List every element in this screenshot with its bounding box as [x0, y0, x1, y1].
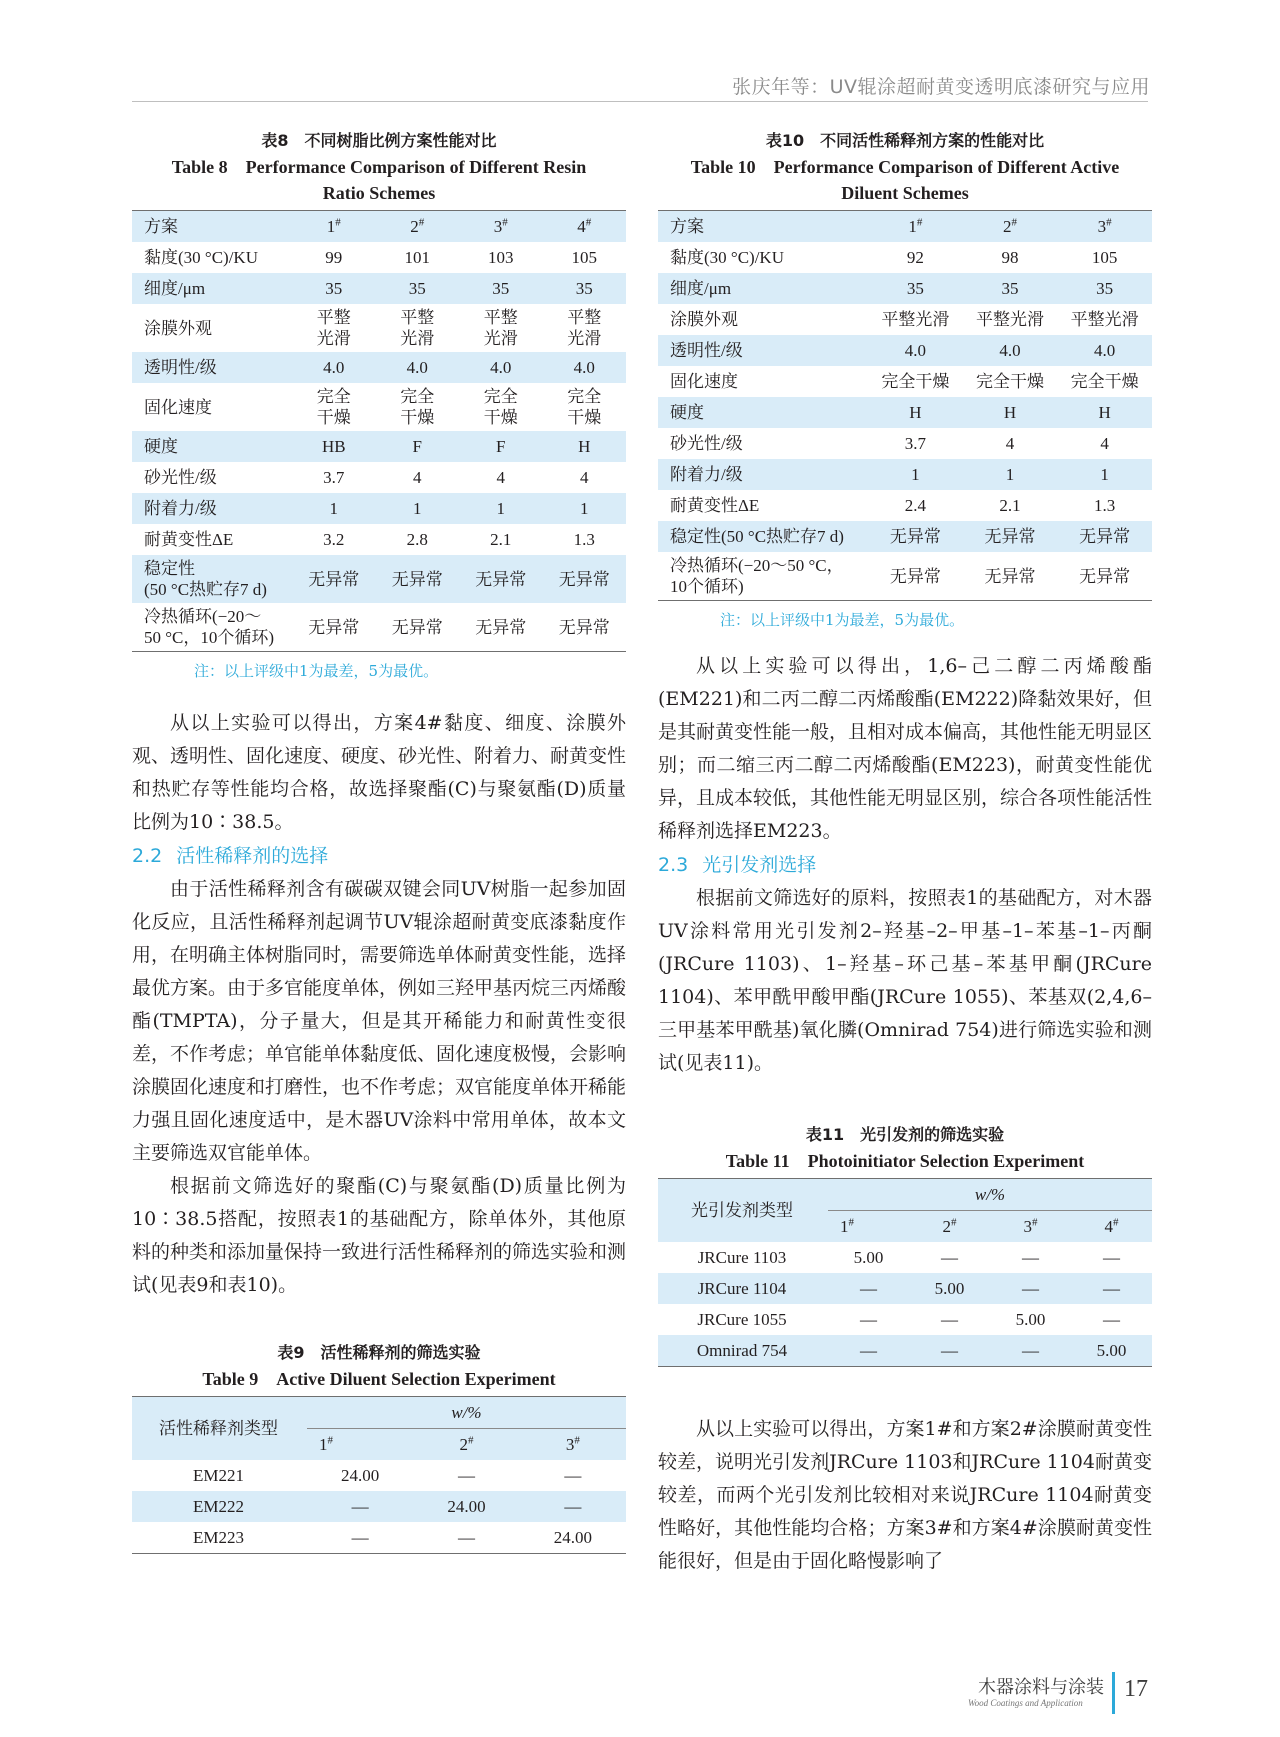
table11-caption-cn: 表11 光引发剂的筛选实验	[805, 1125, 1005, 1144]
table-cell: 35	[543, 273, 627, 304]
header-scheme	[459, 211, 543, 243]
table-cell: 无异常	[963, 521, 1058, 552]
table-row	[132, 462, 626, 493]
table-cell: 92	[906, 248, 924, 267]
table-cell: 平整 光滑	[483, 308, 518, 348]
header-rule	[132, 101, 1148, 102]
row-label: 硬度	[132, 431, 292, 462]
table-cell: —	[828, 1273, 909, 1304]
table-row	[658, 397, 1152, 428]
table-cell: F	[376, 431, 460, 462]
table-cell: 1	[1057, 459, 1152, 490]
table-cell: —	[564, 1466, 582, 1485]
left-column	[132, 128, 626, 1554]
table-cell: 35	[292, 273, 376, 304]
table-row	[132, 1491, 626, 1522]
row-label: 砂光性/级	[144, 468, 217, 487]
hash-superscript: #	[1011, 216, 1017, 229]
table-cell: 1	[459, 493, 543, 524]
header-scheme	[292, 211, 376, 243]
table-cell: 完全 干燥	[567, 387, 602, 427]
header-label: 方案	[658, 211, 868, 243]
table-row	[658, 490, 1152, 521]
para-left-2: 由于活性稀释剂含有碳碳双键会同UV树脂一起参加固化反应，且活性稀释剂起调节UV辊涂超耐黄变底漆黏度作用，在明确主体树脂同时，需要筛选单体耐黄变性能，选择最优方案。由于多官能度单体，例如三羟甲基丙烷三丙烯酸酯(TMPTA)，分子量大，但是其开稀能力和耐黄性变很差，不作考虑；单官能单体黏度低、固化速度极慢，会影响涂膜固化速度和打磨性，也不作考虑；双官能度单体开稀能力强且固化速度适中，是木器UV涂料中常用单体，故本文主要筛选双官能单体。	[132, 878, 627, 1164]
table-cell: 无异常	[558, 617, 610, 637]
table-cell: —	[990, 1273, 1071, 1304]
table-cell: 24.00	[413, 1491, 519, 1522]
table-row	[658, 1273, 1152, 1304]
hash-superscript: #	[574, 1434, 580, 1447]
header-scheme	[909, 1211, 990, 1243]
header-scheme-value: 3	[565, 1435, 575, 1454]
table-cell: H	[868, 397, 963, 428]
table-cell: —	[828, 1335, 909, 1367]
table-cell: 2.4	[904, 496, 926, 515]
table-row	[658, 1242, 1152, 1273]
section-2-3-heading	[658, 848, 1152, 882]
table-cell: 4	[496, 468, 505, 487]
table-cell: 完全 干燥	[316, 387, 351, 427]
table10-caption-cn: 表10 不同活性稀释剂方案的性能对比	[765, 131, 1045, 150]
section-2-2-title: 活性稀释剂的选择	[176, 845, 329, 867]
table-cell: 4.0	[459, 352, 543, 383]
header-scheme	[1057, 211, 1152, 243]
hash-superscript: #	[585, 216, 592, 229]
table-row	[658, 366, 1152, 397]
table-cell: 4	[1005, 434, 1015, 453]
hash-superscript: #	[1032, 1216, 1038, 1229]
table-row	[132, 1460, 626, 1491]
table-row	[132, 603, 626, 652]
row-label: 黏度(30 °C)/KU	[670, 248, 784, 267]
table-row	[132, 273, 626, 304]
row-label: EM223	[193, 1528, 244, 1547]
table-row	[132, 493, 626, 524]
table-cell: H	[543, 431, 627, 462]
table-cell: 4.0	[868, 335, 963, 366]
table-row	[132, 352, 626, 383]
hash-superscript: #	[467, 1434, 474, 1447]
table10-caption-en-1: Table 10 Performance Comparison of Different Active	[690, 157, 1120, 177]
table-cell: 105	[1091, 248, 1118, 267]
table9-caption-cn: 表9 活性稀释剂的筛选实验	[277, 1343, 481, 1362]
table-cell: 103	[488, 248, 514, 267]
row-label: 耐黄变性ΔE	[144, 530, 234, 549]
row-label: JRCure 1055	[697, 1310, 787, 1329]
header-scheme-value: 3	[1097, 217, 1107, 236]
hash-superscript: #	[951, 1216, 957, 1229]
table10-note: 注：以上评级中1为最差，5为最优。	[720, 611, 965, 629]
table-cell: F	[459, 431, 543, 462]
hash-superscript: #	[502, 216, 508, 229]
header-scheme	[307, 1429, 413, 1461]
header-row	[658, 211, 1152, 243]
table-cell: 35	[868, 273, 963, 304]
hash-superscript: #	[335, 216, 341, 229]
table-cell: —	[990, 1335, 1071, 1367]
row-label: 涂膜外观	[144, 318, 212, 338]
row-label: 涂膜外观	[670, 310, 738, 329]
table10	[658, 210, 1152, 601]
row-label: 细度/μm	[658, 273, 868, 304]
table-row	[658, 428, 1152, 459]
header-row	[132, 1397, 626, 1429]
table-cell: —	[909, 1335, 990, 1367]
para-left-1: 从以上实验可以得出，方案4#黏度、细度、涂膜外观、透明性、固化速度、硬度、砂光性、附着力、耐黄变性和热贮存等性能均合格，故选择聚酯(C)与聚氨酯(D)质量比例为10∶38.5。	[132, 712, 627, 833]
table10-caption-en-2: Diluent Schemes	[841, 183, 969, 203]
hash-superscript: #	[1113, 1216, 1119, 1229]
table-cell: —	[1022, 1248, 1039, 1267]
footer-accent-bar	[1112, 1672, 1115, 1714]
table-cell: 完全干燥	[1070, 372, 1139, 391]
table-row	[658, 552, 1152, 601]
row-label: 附着力/级	[658, 459, 868, 490]
header-scheme	[1071, 1211, 1152, 1243]
header-scheme-value: 2	[1002, 217, 1012, 236]
table-cell: —	[1103, 1248, 1120, 1267]
type-header: 光引发剂类型	[658, 1179, 828, 1243]
table-cell: 4.0	[1057, 335, 1152, 366]
table-cell: 2.8	[406, 530, 428, 549]
row-label: 耐黄变性ΔE	[670, 496, 760, 515]
header-scheme-value: 2	[459, 1435, 468, 1454]
table-cell: 无异常	[391, 617, 443, 637]
table-row	[132, 524, 626, 555]
table-cell: —	[941, 1248, 958, 1267]
table-row	[132, 304, 626, 352]
hash-superscript: #	[327, 1434, 333, 1447]
table-cell: —	[860, 1310, 877, 1329]
table-cell: H	[963, 397, 1058, 428]
row-label: 稳定性(50 °C热贮存7 d)	[658, 521, 868, 552]
table-cell: 无异常	[543, 555, 627, 603]
table-cell: 24.00	[341, 1466, 380, 1485]
hash-superscript: #	[1106, 216, 1112, 229]
header-scheme	[413, 1429, 519, 1461]
table-cell: 4.0	[292, 352, 376, 383]
running-head: 张庆年等：UV辊涂超耐黄变透明底漆研究与应用	[732, 76, 1150, 98]
table-row	[658, 459, 1152, 490]
table-cell: —	[520, 1491, 626, 1522]
para-left-3: 根据前文筛选好的聚酯(C)与聚氨酯(D)质量比例为10∶38.5搭配，按照表1的基础配方，除单体外，其他原料的种类和添加量保持一致进行活性稀释剂的筛选实验和测试(见表9和表10)。	[132, 1175, 627, 1296]
row-label: 冷热循环(−20～50 °C， 10个循环)	[670, 556, 844, 596]
table-cell: 1	[868, 459, 963, 490]
type-header: 活性稀释剂类型	[132, 1397, 307, 1461]
table-row	[132, 242, 626, 273]
table-cell: 5.00	[1015, 1310, 1046, 1329]
row-label: EM221	[193, 1466, 244, 1485]
para-right-3: 从以上实验可以得出，方案1#和方案2#涂膜耐黄变性较差，说明光引发剂JRCure 1103和JRCure 1104耐黄变较差，而两个光引发剂比较相对来说JRCure 1104耐黄变性略好，其他性能均合格；方案3#和方案4#涂膜耐黄变性能很好，但是由于固化略慢影响了	[658, 1418, 1152, 1572]
table-cell: 4	[580, 468, 589, 487]
para-right-1: 从以上实验可以得出，1,6–己二醇二丙烯酸酯(EM221)和二丙二醇二丙烯酸酯(EM222)降黏效果好，但是其耐黄变性能一般，且相对成本偏高，其他性能无明显区别；而二缩三丙二醇二丙烯酸酯(EM223)，耐黄变性能优异，且成本较低，其他性能无明显区别，综合各项性能活性稀释剂选择EM223。	[658, 655, 1153, 842]
table-cell: 35	[459, 273, 543, 304]
table-cell: 无异常	[984, 566, 1036, 586]
table-row	[658, 521, 1152, 552]
table-cell: 99	[325, 248, 343, 267]
section-2-3-number: 2.3	[658, 854, 689, 876]
section-2-3-title: 光引发剂选择	[702, 854, 817, 876]
table8	[132, 210, 626, 652]
table-cell: 5.00	[909, 1273, 990, 1304]
table-cell: 无异常	[459, 555, 543, 603]
table-row	[132, 383, 626, 431]
table-cell: 4	[1100, 434, 1109, 453]
table-cell: 平整 光滑	[316, 308, 351, 348]
table-cell: 5.00	[1071, 1335, 1152, 1367]
header-row	[132, 211, 626, 243]
table11	[658, 1178, 1152, 1367]
section-2-2-heading	[132, 839, 626, 873]
hash-superscript: #	[418, 216, 425, 229]
header-row	[658, 1179, 1152, 1211]
header-scheme-value: 1	[908, 217, 917, 236]
header-scheme-value: 2	[410, 217, 419, 236]
table-cell: 无异常	[889, 566, 941, 586]
table-cell: 1.3	[1094, 496, 1116, 515]
table-cell: 1	[963, 459, 1058, 490]
table-cell: —	[1103, 1310, 1120, 1329]
table-row	[658, 335, 1152, 366]
row-label: 硬度	[658, 397, 868, 428]
row-label: JRCure 1104	[658, 1273, 828, 1304]
row-label: Omnirad 754	[658, 1335, 828, 1367]
table-cell: 平整 光滑	[567, 308, 602, 348]
table8-note: 注：以上评级中1为最差，5为最优。	[194, 662, 439, 680]
table-cell: 4.0	[376, 352, 460, 383]
section-2-2-number: 2.2	[132, 845, 163, 867]
header-scheme-value: 2	[942, 1217, 951, 1236]
para-right-2: 根据前文筛选好的原料，按照表1的基础配方，对木器UV涂料常用光引发剂2–羟基–2–甲基–1–苯基–1–丙酮(JRCure 1103)、1–羟基–环己基–苯基甲酮(JRCure 1104)、苯甲酰甲酸甲酯(JRCure 1055)、苯基双(2,4,6–三甲基苯甲酰基)氧化膦(Omnirad 754)进行筛选实验和测试(见表11)。	[658, 887, 1152, 1074]
table8-caption-cn: 表8 不同树脂比例方案性能对比	[261, 131, 497, 150]
w-percent-header: w/%	[307, 1397, 626, 1429]
table-cell: —	[457, 1528, 475, 1547]
table11-caption-en: Table 11 Photoinitiator Selection Experiment	[725, 1151, 1085, 1171]
table-cell: 平整光滑	[975, 310, 1044, 329]
table-cell: 完全干燥	[975, 372, 1044, 391]
table-cell: 平整光滑	[881, 310, 950, 329]
row-label: 稳定性 (50 °C热贮存7 d)	[132, 555, 292, 603]
table-cell: 4	[413, 468, 422, 487]
table-row	[132, 555, 626, 603]
table-cell: 2.1	[490, 530, 512, 549]
row-label: 固化速度	[670, 372, 738, 391]
hash-superscript: #	[848, 1216, 854, 1229]
table9	[132, 1396, 626, 1554]
header-scheme	[520, 1429, 626, 1461]
header-scheme	[963, 211, 1058, 243]
table-cell: 平整光滑	[1070, 310, 1139, 329]
row-label: JRCure 1103	[697, 1248, 787, 1267]
row-label: 透明性/级	[132, 352, 292, 383]
table-cell: 3.7	[904, 434, 926, 453]
header-scheme	[828, 1211, 909, 1243]
table-cell: 98	[1001, 248, 1019, 267]
table-cell: 无异常	[868, 521, 963, 552]
header-scheme	[868, 211, 963, 243]
table-cell: 101	[404, 248, 430, 267]
row-label: 砂光性/级	[670, 434, 743, 453]
page-number: 17	[1124, 1676, 1148, 1702]
table-cell: 1.3	[573, 530, 595, 549]
table-cell: 5.00	[853, 1248, 884, 1267]
table-cell: 无异常	[292, 555, 376, 603]
table-cell: 完全 干燥	[483, 387, 518, 427]
row-label: 固化速度	[144, 397, 212, 417]
table-cell: 1	[543, 493, 627, 524]
table-cell: —	[307, 1491, 413, 1522]
table-cell: HB	[292, 431, 376, 462]
right-column	[658, 128, 1152, 1578]
header-scheme-value: 1	[326, 217, 336, 236]
header-scheme-value: 3	[493, 217, 503, 236]
table-cell: 2.1	[999, 496, 1021, 515]
table-cell: 无异常	[1057, 521, 1152, 552]
table-cell: 3.7	[323, 468, 345, 487]
row-label: 附着力/级	[132, 493, 292, 524]
table-cell: 无异常	[1079, 566, 1131, 586]
w-percent-header: w/%	[828, 1179, 1152, 1211]
row-label: 黏度(30 °C)/KU	[144, 248, 258, 267]
table-cell: 平整 光滑	[400, 308, 435, 348]
table-cell: 无异常	[308, 617, 360, 637]
table-cell: 4.0	[543, 352, 627, 383]
table-cell: 无异常	[475, 617, 527, 637]
hash-superscript: #	[916, 216, 923, 229]
table-cell: —	[457, 1466, 475, 1485]
table-row	[132, 1522, 626, 1554]
table-row	[658, 242, 1152, 273]
table8-caption-en-1: Table 8 Performance Comparison of Different Resin	[171, 157, 587, 177]
table-row	[658, 273, 1152, 304]
table-row	[658, 304, 1152, 335]
table-cell: 105	[571, 248, 597, 267]
table-cell: 35	[963, 273, 1058, 304]
table-cell: 4.0	[963, 335, 1058, 366]
header-scheme-value: 1	[840, 1217, 849, 1236]
table-row	[132, 431, 626, 462]
header-scheme-value: 1	[319, 1435, 328, 1454]
table9-caption-en: Table 9 Active Diluent Selection Experiment	[202, 1369, 556, 1389]
table8-caption-en-2: Ratio Schemes	[322, 183, 436, 203]
footer-journal-cn: 木器涂料与涂装	[978, 1677, 1104, 1698]
header-scheme-value: 4	[577, 217, 586, 236]
table-cell: 35	[376, 273, 460, 304]
header-scheme-value: 3	[1023, 1217, 1032, 1236]
header-scheme	[543, 211, 627, 243]
table-cell: 3.2	[323, 530, 345, 549]
table-cell: —	[351, 1528, 369, 1547]
table-cell: 完全干燥	[881, 372, 950, 391]
table-cell: 1	[376, 493, 460, 524]
table-cell: 无异常	[376, 555, 460, 603]
row-label: EM222	[132, 1491, 307, 1522]
table-cell: —	[1071, 1273, 1152, 1304]
header-scheme-value: 4	[1104, 1217, 1113, 1236]
table-cell: 24.00	[553, 1528, 592, 1547]
table-row	[658, 1335, 1152, 1367]
header-scheme	[990, 1211, 1071, 1243]
header-label: 方案	[132, 211, 292, 243]
row-label: 冷热循环(−20～ 50 °C，10个循环)	[144, 607, 275, 647]
table-cell: H	[1057, 397, 1152, 428]
table-cell: 完全 干燥	[400, 387, 435, 427]
table-cell: —	[941, 1310, 958, 1329]
header-scheme	[376, 211, 460, 243]
footer-journal-en: Wood Coatings and Application	[968, 1698, 1083, 1708]
table-row	[658, 1304, 1152, 1335]
table-cell: 1	[292, 493, 376, 524]
row-label: 细度/μm	[132, 273, 292, 304]
table-cell: 35	[1057, 273, 1152, 304]
row-label: 透明性/级	[658, 335, 868, 366]
